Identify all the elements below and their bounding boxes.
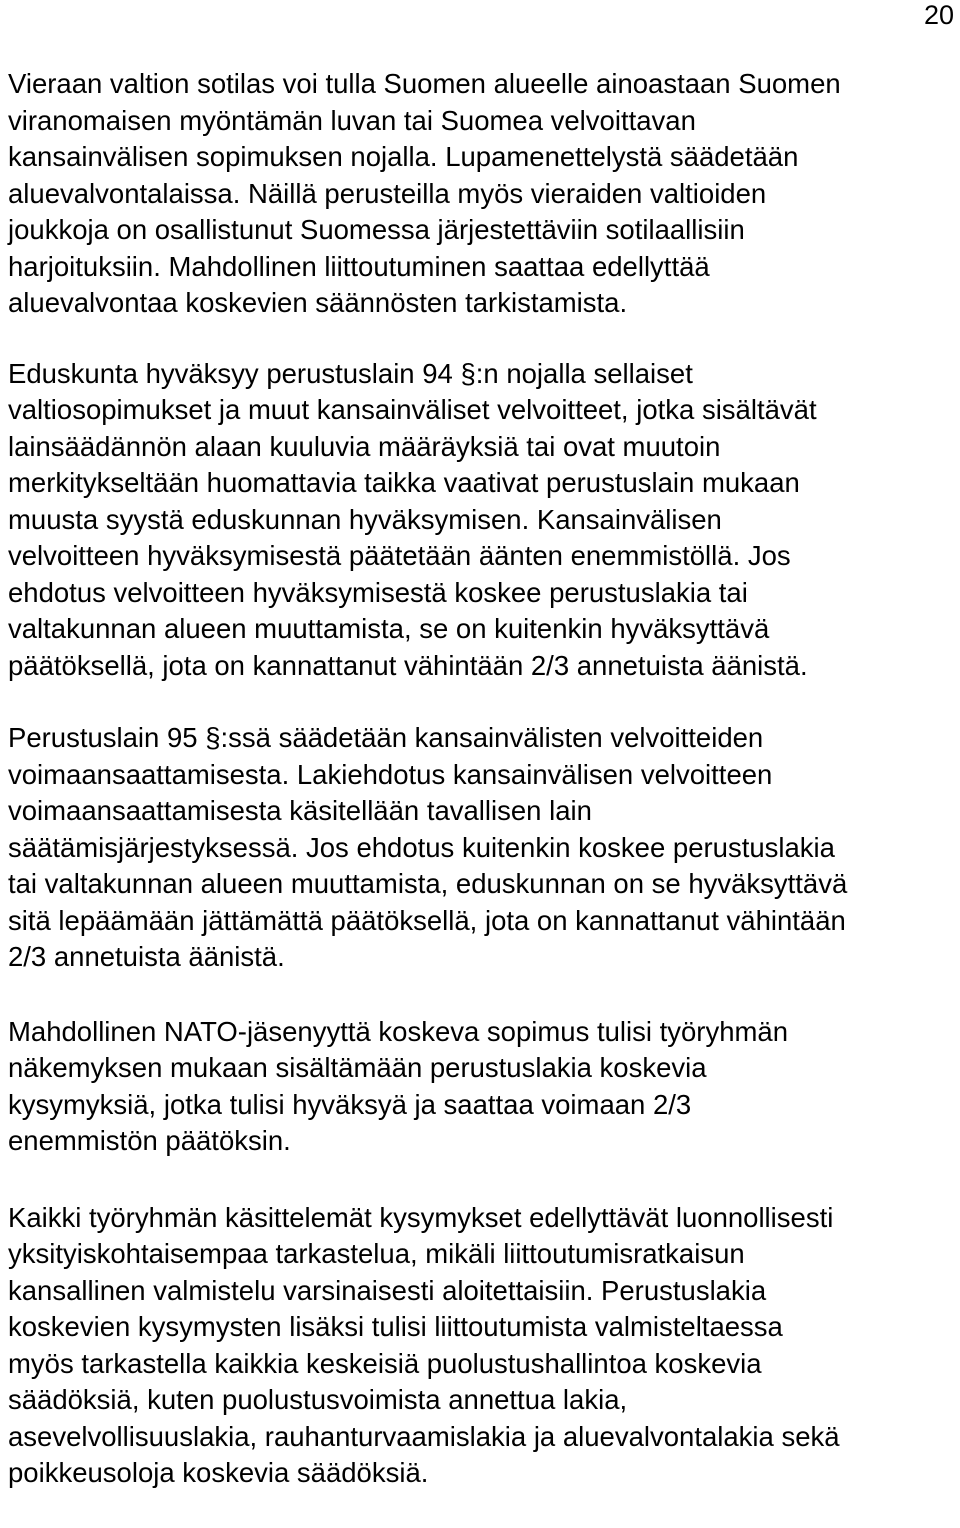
paragraph-territorial-surveillance: Vieraan valtion sotilas voi tulla Suomen alueelle ainoastaan Suomen viranomaisen myöntämän luvan tai Suomea velvoittavan kansainvälisen sopimuksen nojalla. Lupamenettelystä säädetään aluevalvontalaissa. Näillä perusteilla myös vieraiden valtioiden joukkoja on osallistunut Suomessa järjestettäviin sotilaallisiin harjoituksiin. Mahdollinen liittoutuminen saattaa edellyttää aluevalvontaa koskevien säännösten tarkistamista. (8, 68, 841, 318)
paragraph-nato-membership: Mahdollinen NATO-jäsenyyttä koskeva sopimus tulisi työryhmän näkemyksen mukaan sisältämään perustuslakia koskevia kysymyksiä, jotka tulisi hyväksyä ja saattaa voimaan 2/3 enemmistön päätöksin. (8, 1015, 789, 1156)
paragraph-treaty-approval: Eduskunta hyväksyy perustuslain 94 §:n nojalla sellaiset valtiosopimukset ja muut kansainväliset velvoitteet, jotka sisältävät lainsäädännön alaan kuuluvia määräyksiä tai ovat muutoin merkitykseltään huomattavia taikka vaativat perustuslain mukaan muusta syystä eduskunnan hyväksymisen. Kansainvälisen velvoitteen hyväksymisestä päätetään äänten enemmistöllä. Jos ehdotus velvoitteen hyväksymisestä koskee perustuslakia tai valtakunnan alueen muuttamista, se on kuitenkin hyväksyttävä päätöksellä, jota on kannattanut vähintään 2/3 annetuista äänistä. (8, 357, 817, 681)
document-body (8, 66, 960, 1528)
paragraph-further-review: Kaikki työryhmän käsittelemät kysymykset edellyttävät luonnollisesti yksityiskohtaisempaa tarkastelua, mikäli liittoutumisratkaisun kansallinen valmistelu varsinaisesti aloitettaisiin. Perustuslakia koskevien kysymysten lisäksi tulisi liittoutumista valmisteltaessa myös tarkastella kaikkia keskeisiä puolustushallintoa koskevia säädöksiä, kuten puolustusvoimista annettua lakia, asevelvollisuuslakia, rauhanturvaamislakia ja aluevalvontalakia sekä poikkeusoloja koskevia säädöksiä. (8, 1201, 840, 1488)
page-number: 20 (923, 0, 954, 30)
paragraph-implementation: Perustuslain 95 §:ssä säädetään kansainvälisten velvoitteiden voimaansaattamisesta. Lakiehdotus kansainvälisen velvoitteen voimaansaattamisesta käsitellään tavallisen lain säätämisjärjestyksessä. Jos ehdotus kuitenkin koskee perustuslakia tai valtakunnan alueen muuttamista, eduskunnan on se hyväksyttävä sitä lepäämään jättämättä päätöksellä, jota on kannattanut vähintään 2/3 annetuista äänistä. (8, 722, 848, 972)
